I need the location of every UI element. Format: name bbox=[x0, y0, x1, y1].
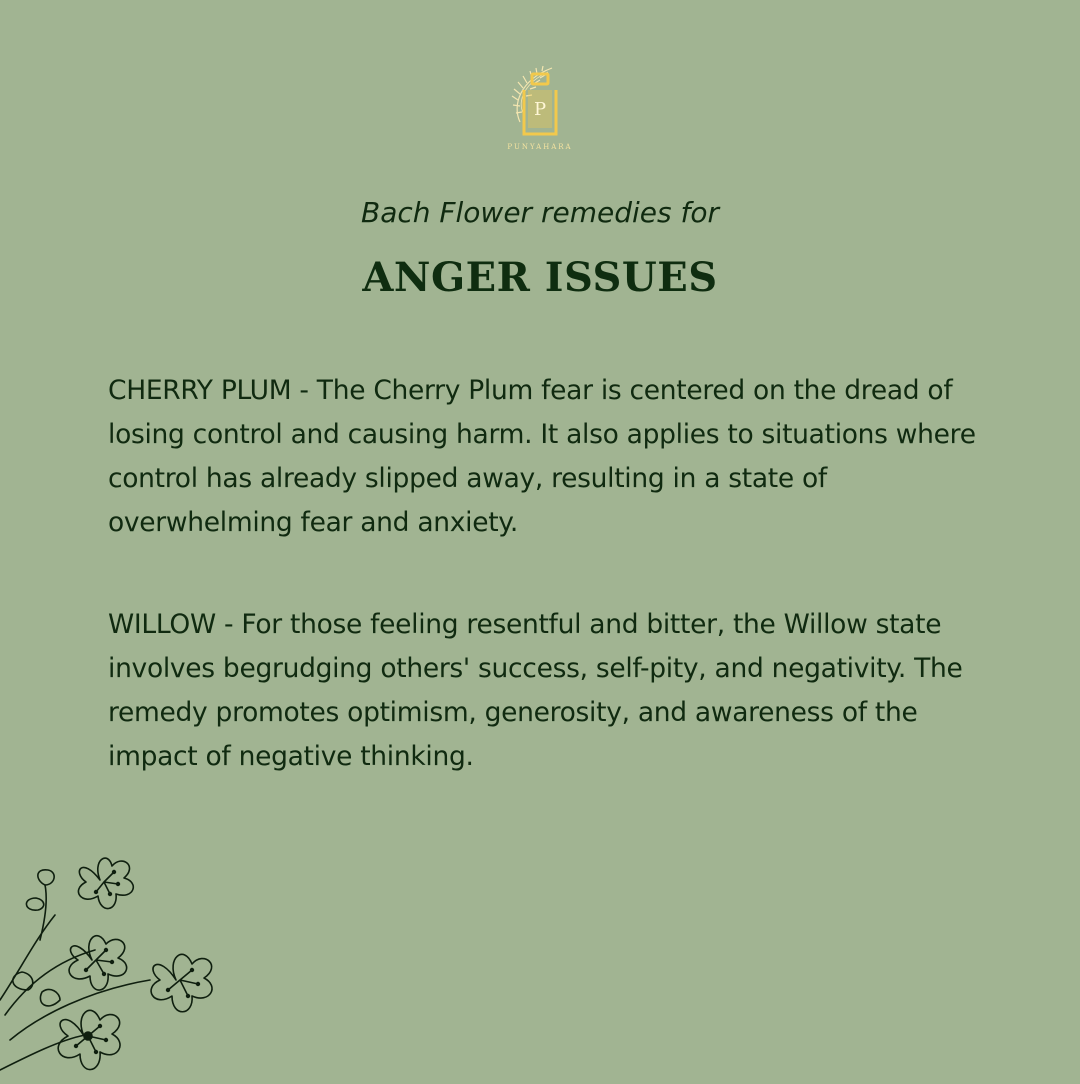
remedy-willow: WILLOW - For those feeling resentful and bitter, the Willow state involves begrudging others' success, self-pity, and negativity. The remedy promotes optimism, generosity, and awareness of the impact of negative thinking. bbox=[108, 609, 963, 772]
remedy-cherry-plum: CHERRY PLUM - The Cherry Plum fear is centered on the dread of losing control and causing harm. It also applies to situations where control has already slipped away, resulting in a state of overwhelming fear and anxiety. bbox=[108, 375, 976, 538]
page-subtitle: Bach Flower remedies for bbox=[361, 196, 719, 229]
cherry-blossom-icon bbox=[0, 840, 230, 1080]
page-title: ANGER ISSUES bbox=[362, 254, 718, 301]
logo-letter: P bbox=[533, 99, 547, 120]
brand-name: PUNYAHARA bbox=[507, 143, 573, 151]
